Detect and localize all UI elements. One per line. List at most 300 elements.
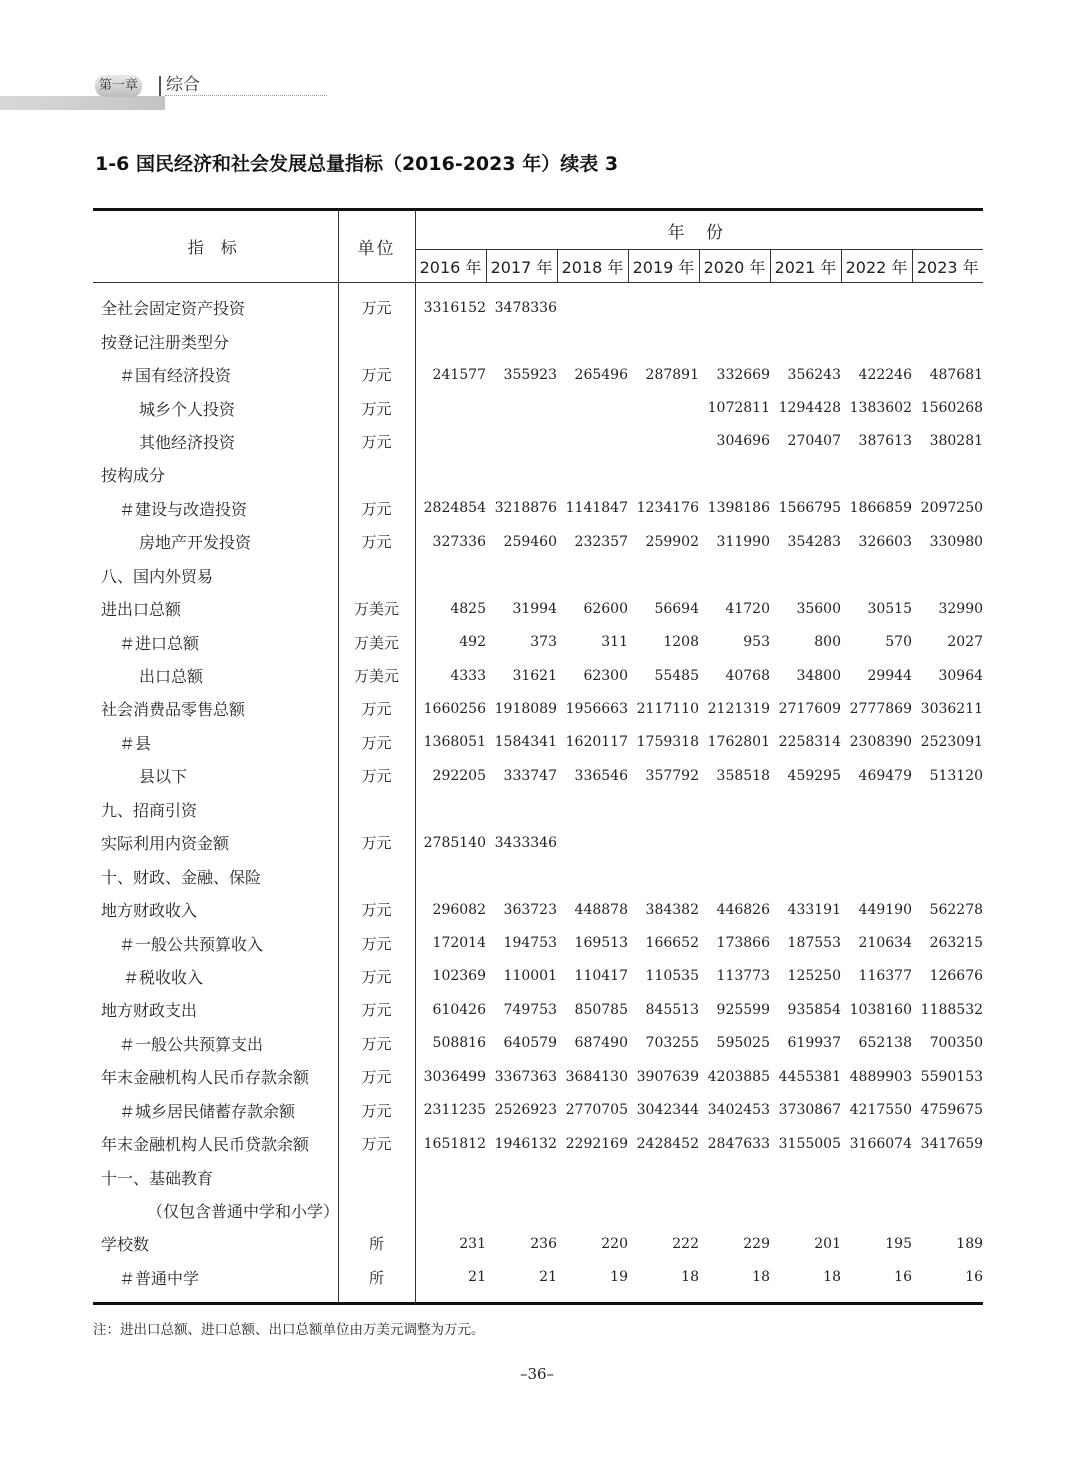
table-row — [93, 1027, 983, 1060]
table-row — [93, 692, 983, 725]
table-row — [93, 492, 983, 525]
table-row — [93, 1227, 983, 1260]
row-label: ＃税收收入 — [93, 960, 338, 993]
value-cell: 1946132 — [494, 1135, 557, 1152]
value-cell: 3036499 — [423, 1068, 486, 1085]
value-cell — [415, 559, 486, 592]
value-cell: 2847633 — [707, 1135, 770, 1152]
value-cell: 800 — [814, 634, 841, 651]
row-unit: 万元 — [338, 692, 415, 725]
value-cell: 356243 — [787, 366, 841, 383]
value-cell: 2428452 — [636, 1135, 699, 1152]
value-cell — [415, 793, 486, 826]
value-cell — [841, 793, 912, 826]
value-cell — [628, 793, 699, 826]
row-unit: 万元 — [338, 993, 415, 1026]
chapter-badge: 第一章 — [95, 75, 142, 97]
value-cell: 1584341 — [494, 734, 557, 751]
value-cell: 2523091 — [920, 734, 984, 751]
value-cell: 687490 — [574, 1035, 628, 1052]
table-row — [93, 726, 983, 759]
header-year: 2019 年 — [628, 250, 699, 283]
value-cell: 3907639 — [636, 1068, 699, 1085]
value-cell — [699, 793, 770, 826]
value-cell: 1956663 — [565, 700, 628, 717]
value-cell: 265496 — [574, 366, 628, 383]
value-cell — [699, 559, 770, 592]
value-cell: 562278 — [929, 901, 984, 918]
row-label: 实际利用内资金额 — [93, 826, 338, 859]
value-cell — [912, 1194, 983, 1227]
value-cell: 3042344 — [636, 1102, 699, 1119]
value-cell: 201 — [814, 1235, 841, 1252]
value-cell: 287891 — [645, 366, 699, 383]
value-cell: 448878 — [574, 901, 628, 918]
value-cell: 34800 — [796, 667, 841, 684]
value-cell: 41720 — [725, 600, 770, 617]
table-row — [93, 559, 983, 592]
header-year: 2017 年 — [486, 250, 557, 283]
table-row — [93, 425, 983, 458]
value-cell: 640579 — [503, 1035, 557, 1052]
value-cell: 384382 — [645, 901, 699, 918]
table-row — [93, 283, 983, 325]
value-cell: 232357 — [574, 533, 628, 550]
value-cell: 16 — [912, 1261, 983, 1304]
value-cell — [557, 425, 628, 458]
value-cell — [557, 1194, 628, 1227]
value-cell: 189 — [956, 1235, 984, 1252]
value-cell — [628, 458, 699, 491]
value-cell — [628, 1160, 699, 1193]
row-label: 按构成分 — [93, 458, 338, 491]
value-cell: 2311235 — [423, 1102, 486, 1119]
value-cell: 619937 — [787, 1035, 841, 1052]
value-cell: 449190 — [858, 901, 912, 918]
value-cell — [628, 1194, 699, 1227]
row-unit: 万美元 — [338, 625, 415, 658]
value-cell: 925599 — [716, 1001, 770, 1018]
value-cell — [628, 859, 699, 892]
value-cell: 4455381 — [778, 1068, 841, 1085]
value-cell: 1560268 — [920, 400, 984, 417]
value-cell — [557, 793, 628, 826]
value-cell: 2117110 — [636, 700, 699, 717]
value-cell: 21 — [486, 1261, 557, 1304]
value-cell — [699, 1160, 770, 1193]
table-row — [93, 659, 983, 692]
row-unit: 万元 — [338, 1127, 415, 1160]
row-label: 城乡个人投资 — [93, 391, 338, 424]
value-cell: 1072811 — [707, 400, 770, 417]
value-cell: 29944 — [867, 667, 912, 684]
header-indicator: 指 标 — [93, 210, 338, 283]
value-cell: 30515 — [867, 600, 912, 617]
value-cell: 3218876 — [494, 500, 557, 517]
value-cell: 333747 — [503, 767, 557, 784]
value-cell: 236 — [530, 1235, 557, 1252]
value-cell — [628, 283, 699, 325]
value-cell — [557, 1160, 628, 1193]
value-cell — [628, 826, 699, 859]
value-cell: 2121319 — [707, 700, 770, 717]
value-cell: 459295 — [787, 767, 841, 784]
value-cell: 270407 — [787, 433, 841, 450]
row-label: ＃县 — [93, 726, 338, 759]
value-cell: 1566795 — [778, 500, 841, 517]
header-band — [0, 96, 165, 110]
value-cell: 380281 — [929, 433, 984, 450]
value-cell: 610426 — [432, 1001, 486, 1018]
row-label: 社会消费品零售总额 — [93, 692, 338, 725]
value-cell: 652138 — [858, 1035, 912, 1052]
row-unit: 万美元 — [338, 659, 415, 692]
value-cell — [841, 1160, 912, 1193]
value-cell — [699, 826, 770, 859]
value-cell: 3417659 — [920, 1135, 984, 1152]
value-cell — [557, 826, 628, 859]
page-number: –36– — [519, 1365, 555, 1383]
value-cell: 4203885 — [707, 1068, 770, 1085]
value-cell — [486, 425, 557, 458]
value-cell — [415, 859, 486, 892]
value-cell — [912, 1160, 983, 1193]
value-cell: 3402453 — [707, 1102, 770, 1119]
value-cell: 31994 — [512, 600, 557, 617]
table-row — [93, 1094, 983, 1127]
value-cell — [415, 324, 486, 357]
value-cell: 116377 — [858, 968, 912, 985]
row-unit: 所 — [338, 1261, 415, 1304]
row-unit: 万元 — [338, 960, 415, 993]
value-cell: 469479 — [858, 767, 912, 784]
value-cell: 1141847 — [565, 500, 628, 517]
value-cell — [912, 283, 983, 325]
value-cell — [841, 559, 912, 592]
value-cell: 229 — [743, 1235, 770, 1252]
value-cell — [770, 559, 841, 592]
row-label: ＃普通中学 — [93, 1261, 338, 1304]
value-cell: 4217550 — [849, 1102, 912, 1119]
value-cell: 953 — [743, 634, 770, 651]
value-cell: 2292169 — [565, 1135, 628, 1152]
value-cell: 126676 — [929, 968, 984, 985]
value-cell: 173866 — [716, 935, 770, 952]
value-cell: 327336 — [432, 533, 486, 550]
value-cell: 32990 — [938, 600, 984, 617]
row-label: ＃一般公共预算支出 — [93, 1027, 338, 1060]
value-cell — [912, 324, 983, 357]
value-cell: 354283 — [787, 533, 841, 550]
value-cell — [415, 425, 486, 458]
value-cell: 3155005 — [778, 1135, 841, 1152]
value-cell: 259902 — [645, 533, 699, 550]
row-unit: 万元 — [338, 759, 415, 792]
value-cell: 18 — [628, 1261, 699, 1304]
value-cell: 311990 — [716, 533, 770, 550]
value-cell: 935854 — [787, 1001, 841, 1018]
row-unit: 万元 — [338, 1027, 415, 1060]
value-cell — [912, 458, 983, 491]
row-label: 年末金融机构人民币贷款余额 — [93, 1127, 338, 1160]
value-cell — [557, 559, 628, 592]
table-row — [93, 826, 983, 859]
value-cell: 292205 — [432, 767, 486, 784]
value-cell: 492 — [459, 634, 486, 651]
value-cell: 220 — [601, 1235, 628, 1252]
header-year: 2016 年 — [415, 250, 486, 283]
value-cell — [557, 324, 628, 357]
value-cell: 1038160 — [849, 1001, 912, 1018]
value-cell — [628, 425, 699, 458]
value-cell: 336546 — [574, 767, 628, 784]
value-cell: 387613 — [858, 433, 912, 450]
value-cell — [486, 324, 557, 357]
value-cell: 110535 — [645, 968, 699, 985]
value-cell: 2027 — [947, 634, 984, 651]
value-cell — [486, 458, 557, 491]
row-unit: 万元 — [338, 1094, 415, 1127]
header-year: 2018 年 — [557, 250, 628, 283]
value-cell: 3036211 — [920, 700, 984, 717]
value-cell — [486, 793, 557, 826]
value-cell: 508816 — [432, 1035, 486, 1052]
value-cell — [486, 559, 557, 592]
value-cell — [628, 559, 699, 592]
header-year: 2023 年 — [912, 250, 983, 283]
row-unit — [338, 859, 415, 892]
value-cell — [770, 283, 841, 325]
value-cell: 2258314 — [778, 734, 841, 751]
value-cell: 18 — [699, 1261, 770, 1304]
value-cell: 296082 — [432, 901, 486, 918]
value-cell — [557, 283, 628, 325]
value-cell: 2097250 — [920, 500, 984, 517]
table-row — [93, 759, 983, 792]
value-cell — [486, 391, 557, 424]
value-cell: 172014 — [432, 935, 486, 952]
value-cell: 2308390 — [849, 734, 912, 751]
header-unit: 单位 — [338, 210, 415, 283]
row-unit: 万元 — [338, 283, 415, 325]
row-label: ＃进口总额 — [93, 625, 338, 658]
table-row — [93, 859, 983, 892]
row-unit: 万元 — [338, 926, 415, 959]
table-row — [93, 926, 983, 959]
row-unit — [338, 559, 415, 592]
value-cell: 169513 — [574, 935, 628, 952]
value-cell: 1398186 — [707, 500, 770, 517]
row-unit: 万元 — [338, 525, 415, 558]
value-cell: 1620117 — [565, 734, 628, 751]
value-cell: 422246 — [858, 366, 912, 383]
row-unit — [338, 458, 415, 491]
value-cell: 241577 — [432, 366, 486, 383]
value-cell — [415, 458, 486, 491]
row-label: 全社会固定资产投资 — [93, 283, 338, 325]
value-cell: 433191 — [787, 901, 841, 918]
value-cell — [912, 559, 983, 592]
table-row — [93, 1261, 983, 1304]
value-cell: 2526923 — [494, 1102, 557, 1119]
value-cell — [912, 859, 983, 892]
value-cell: 358518 — [716, 767, 770, 784]
value-cell: 4825 — [450, 600, 486, 617]
value-cell: 1918089 — [494, 700, 557, 717]
value-cell: 2777869 — [849, 700, 912, 717]
row-label: ＃国有经济投资 — [93, 358, 338, 391]
value-cell: 102369 — [432, 968, 486, 985]
table-row — [93, 391, 983, 424]
value-cell: 4333 — [450, 667, 486, 684]
value-cell — [699, 859, 770, 892]
row-unit: 万元 — [338, 358, 415, 391]
value-cell: 3433346 — [494, 834, 557, 851]
value-cell: 110001 — [503, 968, 557, 985]
value-cell: 166652 — [645, 935, 699, 952]
value-cell — [770, 324, 841, 357]
value-cell: 363723 — [503, 901, 557, 918]
row-unit: 万元 — [338, 893, 415, 926]
value-cell: 487681 — [929, 366, 984, 383]
value-cell — [486, 1160, 557, 1193]
value-cell — [841, 283, 912, 325]
row-label: 房地产开发投资 — [93, 525, 338, 558]
row-label: ＃建设与改造投资 — [93, 492, 338, 525]
value-cell: 55485 — [654, 667, 699, 684]
value-cell: 187553 — [787, 935, 841, 952]
value-cell: 19 — [557, 1261, 628, 1304]
value-cell: 595025 — [716, 1035, 770, 1052]
row-label: 十一、基础教育 — [93, 1160, 338, 1193]
value-cell — [770, 1194, 841, 1227]
footnote: 注：进出口总额、进口总额、出口总额单位由万美元调整为万元。 — [93, 1322, 485, 1338]
value-cell: 326603 — [858, 533, 912, 550]
value-cell — [770, 859, 841, 892]
value-cell: 40768 — [725, 667, 770, 684]
table-row — [93, 793, 983, 826]
value-cell: 31621 — [512, 667, 557, 684]
row-label: 其他经济投资 — [93, 425, 338, 458]
value-cell — [628, 324, 699, 357]
row-label: 十、财政、金融、保险 — [93, 859, 338, 892]
value-cell: 749753 — [503, 1001, 557, 1018]
row-label: 年末金融机构人民币存款余额 — [93, 1060, 338, 1093]
value-cell: 1368051 — [423, 734, 486, 751]
value-cell: 311 — [601, 634, 628, 651]
table-row — [93, 1160, 983, 1193]
header-year-group: 年 份 — [415, 210, 983, 250]
value-cell — [699, 324, 770, 357]
row-label: 进出口总额 — [93, 592, 338, 625]
value-cell — [770, 793, 841, 826]
value-cell — [699, 283, 770, 325]
table-row — [93, 458, 983, 491]
value-cell — [770, 458, 841, 491]
value-cell: 4759675 — [920, 1102, 984, 1119]
header-year: 2020 年 — [699, 250, 770, 283]
value-cell: 210634 — [858, 935, 912, 952]
value-cell: 2785140 — [423, 834, 486, 851]
indicator-table — [93, 208, 983, 1305]
value-cell: 35600 — [796, 600, 841, 617]
value-cell: 1660256 — [423, 700, 486, 717]
table-title: 1-6 国民经济和社会发展总量指标（2016-2023 年）续表 3 — [95, 153, 619, 175]
value-cell: 3730867 — [778, 1102, 841, 1119]
value-cell: 330980 — [929, 533, 984, 550]
value-cell: 259460 — [503, 533, 557, 550]
value-cell: 62600 — [583, 600, 628, 617]
table-row — [93, 960, 983, 993]
table-row — [93, 592, 983, 625]
row-label: ＃一般公共预算收入 — [93, 926, 338, 959]
row-unit: 万元 — [338, 1060, 415, 1093]
value-cell: 16 — [841, 1261, 912, 1304]
value-cell — [699, 1194, 770, 1227]
value-cell: 355923 — [503, 366, 557, 383]
value-cell: 1208 — [663, 634, 699, 651]
row-unit: 万元 — [338, 826, 415, 859]
table-row — [93, 525, 983, 558]
header-year: 2022 年 — [841, 250, 912, 283]
value-cell: 263215 — [929, 935, 984, 952]
value-cell: 5590153 — [920, 1068, 984, 1085]
value-cell: 357792 — [645, 767, 699, 784]
value-cell — [912, 826, 983, 859]
value-cell: 1188532 — [920, 1001, 984, 1018]
value-cell: 1759318 — [636, 734, 699, 751]
row-label: （仅包含普通中学和小学） — [93, 1194, 338, 1227]
value-cell: 3166074 — [849, 1135, 912, 1152]
value-cell: 1234176 — [636, 500, 699, 517]
value-cell: 62300 — [583, 667, 628, 684]
section-name: 综合 — [166, 75, 200, 95]
table-row — [93, 993, 983, 1026]
value-cell: 850785 — [574, 1001, 628, 1018]
value-cell — [841, 1194, 912, 1227]
value-cell — [699, 458, 770, 491]
value-cell: 21 — [415, 1261, 486, 1304]
row-unit — [338, 324, 415, 357]
value-cell: 703255 — [645, 1035, 699, 1052]
value-cell: 446826 — [716, 901, 770, 918]
table-row — [93, 893, 983, 926]
value-cell: 1294428 — [778, 400, 841, 417]
value-cell: 3478336 — [494, 299, 557, 316]
value-cell — [557, 391, 628, 424]
value-cell — [415, 391, 486, 424]
row-label: 八、国内外贸易 — [93, 559, 338, 592]
row-unit: 万元 — [338, 726, 415, 759]
value-cell: 222 — [672, 1235, 699, 1252]
row-label: 按登记注册类型分 — [93, 324, 338, 357]
value-cell: 18 — [770, 1261, 841, 1304]
value-cell — [557, 458, 628, 491]
header-year: 2021 年 — [770, 250, 841, 283]
row-unit — [338, 1160, 415, 1193]
value-cell — [486, 859, 557, 892]
value-cell: 1383602 — [849, 400, 912, 417]
value-cell — [841, 826, 912, 859]
value-cell: 1866859 — [849, 500, 912, 517]
value-cell — [841, 324, 912, 357]
value-cell: 113773 — [716, 968, 770, 985]
value-cell: 231 — [459, 1235, 486, 1252]
table-row — [93, 358, 983, 391]
value-cell — [841, 458, 912, 491]
value-cell: 194753 — [503, 935, 557, 952]
value-cell: 332669 — [716, 366, 770, 383]
